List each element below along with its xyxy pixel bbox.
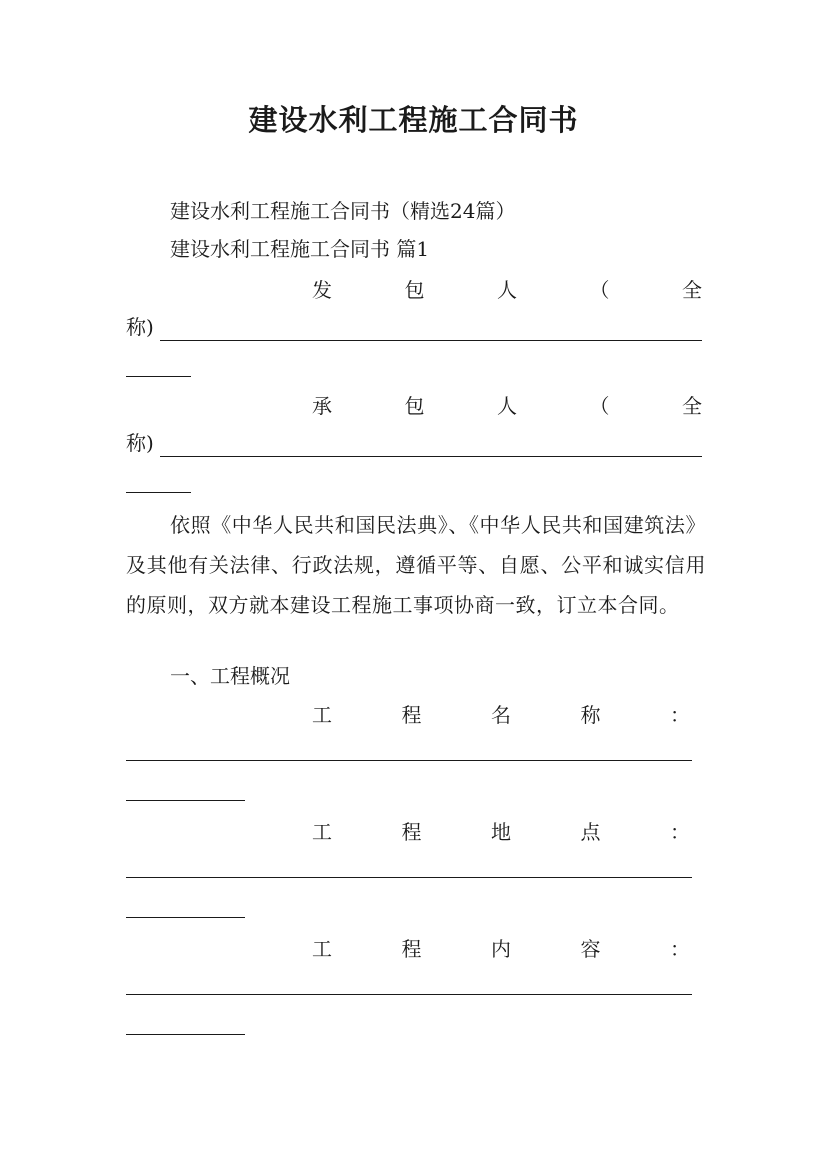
project-location-char: 工 [312, 820, 332, 844]
project-name-char: ： [670, 703, 690, 727]
contractor-char: 包 [404, 394, 425, 418]
employer-char: 人 [497, 278, 517, 302]
employer-label [312, 272, 702, 308]
project-location-blank-line [126, 877, 692, 878]
project-name-blank-line [126, 760, 692, 761]
contractor-label [312, 388, 702, 424]
contractor-blank-line-cont [126, 492, 191, 493]
project-content-char: 内 [491, 937, 511, 961]
project-location-char: 地 [491, 820, 511, 844]
employer-blank-line-cont [126, 376, 191, 377]
project-content-char: 工 [312, 937, 332, 961]
project-location-label [312, 814, 690, 850]
project-location-char: 点 [580, 820, 601, 844]
employer-label-tail: 称) [126, 315, 154, 339]
section-title: 建设水利工程施工合同书 篇1 [170, 237, 430, 261]
document-subtitle: 建设水利工程施工合同书（精选24篇） [170, 199, 516, 223]
project-location-char: 程 [401, 820, 422, 844]
project-content-char: ： [670, 937, 690, 961]
project-content-char: 容 [580, 937, 601, 961]
contractor-blank-line [160, 456, 702, 457]
employer-char: 发 [312, 278, 332, 302]
employer-char: 全 [682, 278, 702, 302]
contractor-char: 全 [682, 394, 702, 418]
project-content-label [312, 931, 690, 967]
employer-char: 包 [404, 278, 425, 302]
contractor-char: 承 [312, 394, 332, 418]
employer-blank-line [160, 340, 702, 341]
project-name-label [312, 697, 690, 733]
contractor-char: 人 [497, 394, 517, 418]
project-content-blank-line [126, 994, 692, 995]
project-content-char: 程 [401, 937, 422, 961]
contractor-char: （ [589, 394, 610, 418]
project-name-char: 称 [580, 703, 601, 727]
section-one-heading: 一、工程概况 [170, 664, 290, 688]
preamble-paragraph: 依照《中华人民共和国民法典》、《中华人民共和国建筑法》及其他有关法律、行政法规，遵循平等、自愿、公平和诚实信用的原则，双方就本建设工程施工事项协商一致，订立本合同。 [126, 513, 706, 617]
project-name-char: 程 [401, 703, 422, 727]
contractor-label-tail: 称) [126, 431, 154, 455]
document-title: 建设水利工程施工合同书 [248, 103, 579, 137]
project-content-blank-line-cont [126, 1034, 245, 1035]
project-location-char: ： [670, 820, 690, 844]
employer-char: （ [589, 278, 610, 302]
project-name-char: 工 [312, 703, 332, 727]
project-name-char: 名 [491, 703, 511, 727]
project-name-blank-line-cont [126, 800, 245, 801]
project-location-blank-line-cont [126, 917, 245, 918]
